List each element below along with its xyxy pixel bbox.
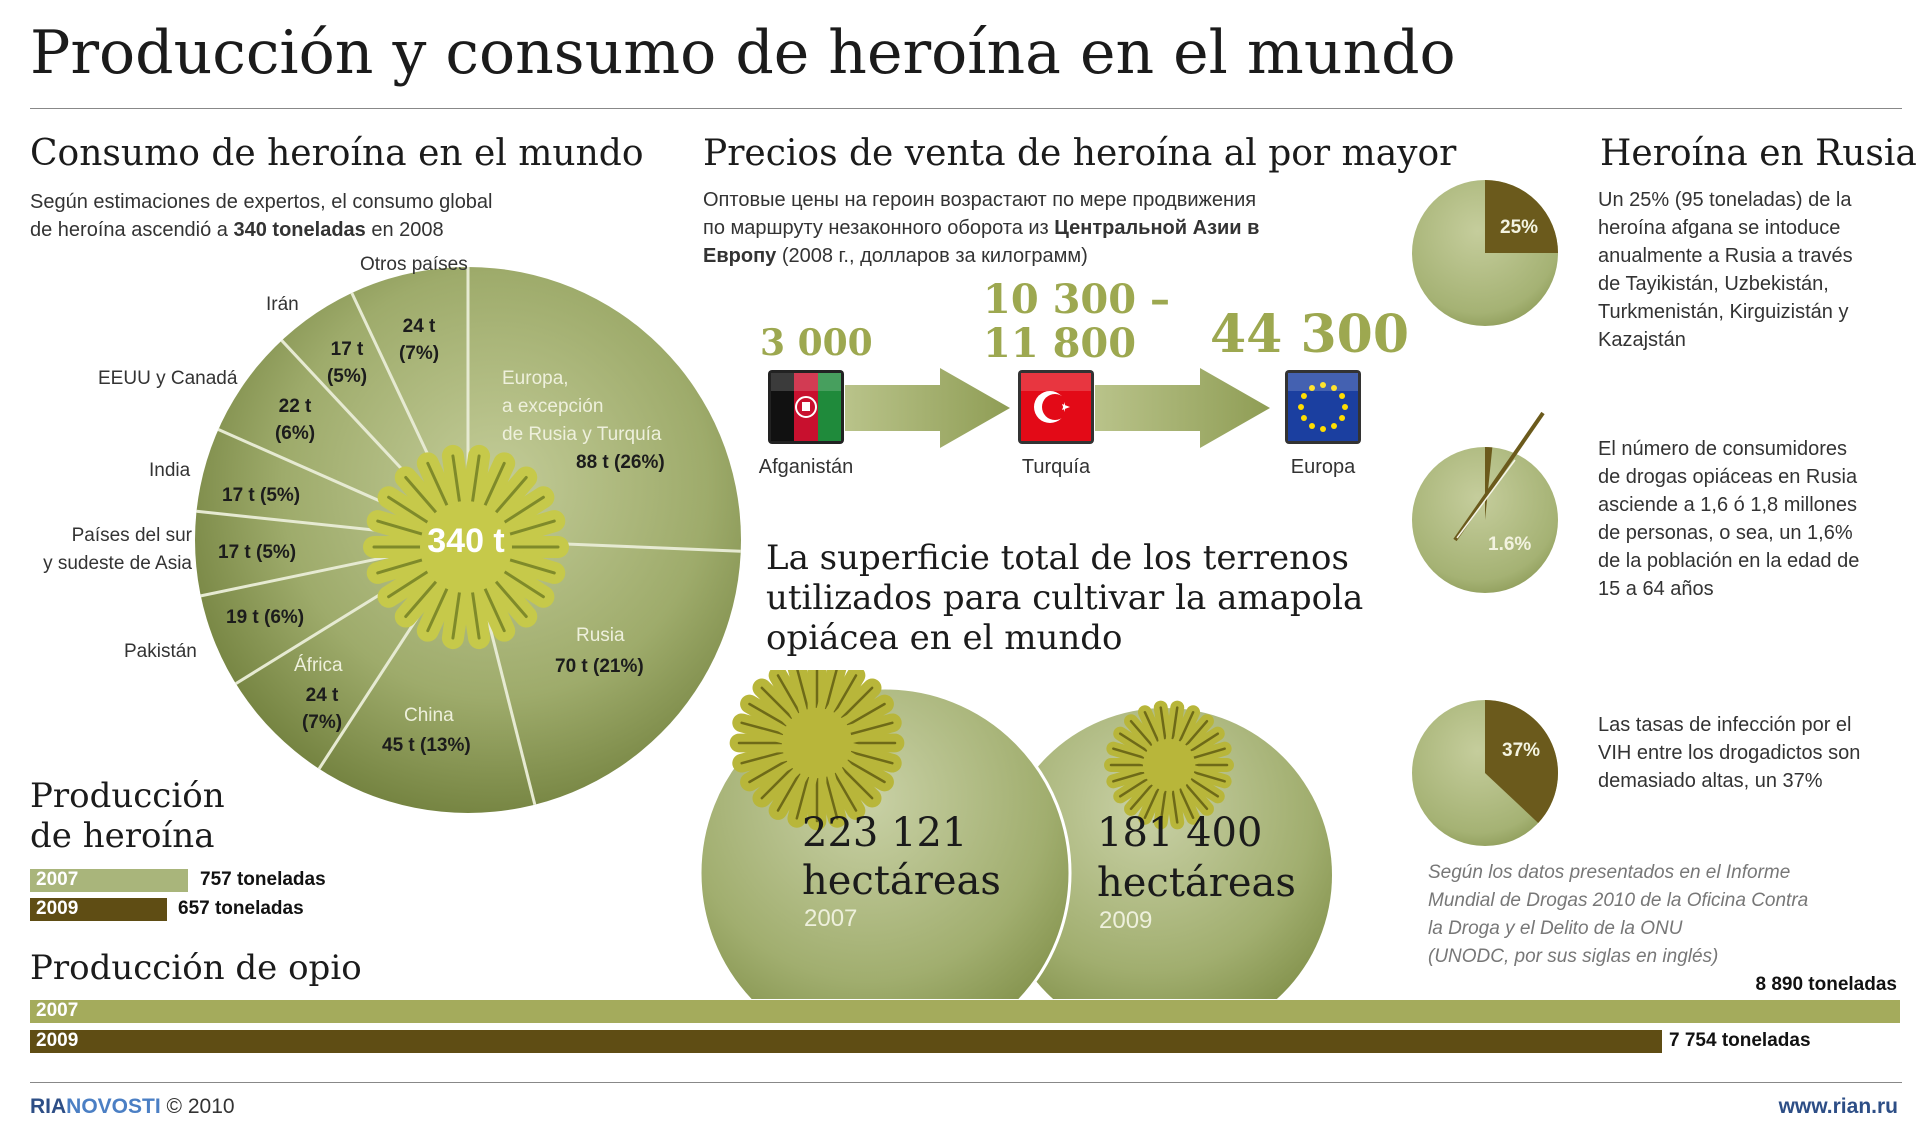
opio-bar-2009-value: 7 754 toneladas [1669, 1030, 1811, 1051]
value-pakistan: 19 t (6%) [226, 607, 305, 628]
consumo-intro-line-2: de heroína ascendió a 340 toneladas en 2008 [30, 219, 444, 241]
label-china: China [404, 705, 454, 726]
source-note: Según los datos presentados en el Informe Mundial de Drogas 2010 de la Oficina Contra la Droga y el Delito de la ONU (UNODC, por sus siglas en inglés) [1428, 862, 1809, 967]
mini-pie-1-label: 1.6% [1488, 534, 1532, 555]
page-title: Producción y consumo de heroína en el mundo [30, 18, 1456, 88]
mini-pie-0-label: 25% [1500, 217, 1539, 238]
superficie-2007-unit: hectáreas [802, 858, 1001, 904]
center-total-label: 340 t [427, 522, 505, 560]
label-africa: África [294, 655, 343, 676]
eu-star-icon [1331, 423, 1337, 429]
rusia-text-1: El número de consumidores de drogas opiáceas en Rusia asciende a 1,6 ó 1,8 millones de personas, o sea, un 1,6% de la población en la edad de 15 a 64 años [1598, 438, 1860, 600]
afghanistan-flag-icon [768, 370, 844, 444]
rian-url-link[interactable]: www.rian.ru [1778, 1095, 1898, 1118]
eu-star-icon [1301, 393, 1307, 399]
route-arrow-1 [845, 368, 1010, 448]
opio-bar-2009: 2009 [30, 1030, 1662, 1053]
footer-divider [30, 1082, 1902, 1083]
country-turquia: Turquía [1021, 456, 1091, 478]
label-asia: Países del sur y sudeste de Asia [43, 525, 192, 574]
opio-bar-2007: 2007 [30, 1000, 1900, 1023]
rusia-pies [1410, 170, 1590, 860]
produccion-heroina-heading: Producción de heroína [30, 776, 225, 856]
value-iran: 17 t (5%) [326, 339, 368, 387]
heroina-bar-2009-value: 657 toneladas [178, 898, 304, 919]
superficie-2007-value: 223 121 [802, 810, 968, 856]
label-rusia: Rusia [576, 625, 625, 646]
eu-star-icon [1342, 404, 1348, 410]
superficie-2009-value: 181 400 [1097, 810, 1263, 856]
precios-intro: Оптовые цены на героин возрастают по мере продвижения по маршруту незаконного оборота из Центральной Азии в Европу (2008 г., долларов за килограмм) [703, 189, 1260, 267]
value-otros: 24 t (7%) [398, 316, 440, 364]
rusia-text-2: Las tasas de infección por el VIH entre los drogadictos son demasiado altas, un 37% [1598, 714, 1861, 792]
mini-pie-25-percent [1412, 180, 1558, 326]
value-eeuu: 22 t (6%) [274, 396, 316, 444]
eu-star-icon [1298, 404, 1304, 410]
eu-star-icon [1320, 426, 1326, 432]
value-india: 17 t (5%) [222, 485, 301, 506]
mini-pie-37-percent [1412, 700, 1558, 846]
turkey-flag-icon [1018, 370, 1094, 444]
price-afganistan: 3 000 [760, 322, 873, 364]
value-africa: 24 t (7%) [301, 685, 343, 733]
label-europa: Europa, a excepción de Rusia y Turquía [502, 368, 662, 445]
superficie-2009-year: 2009 [1099, 907, 1153, 934]
country-europa: Europa [1290, 456, 1356, 478]
heroina-bar-2009: 2009 [30, 898, 167, 921]
mini-pie-1-6-percent [1412, 413, 1558, 593]
country-afganistan: Afganistán [758, 456, 854, 478]
superficie-2007-year: 2007 [804, 905, 858, 932]
poppy-flower-2009-icon [1111, 708, 1227, 823]
eu-flag-icon [1285, 370, 1361, 444]
value-rusia: 70 t (21%) [555, 656, 644, 677]
value-europa: 88 t (26%) [576, 452, 665, 473]
produccion-opio-heading: Producción de opio [30, 948, 362, 988]
poppy-flower-2007-icon [739, 670, 895, 821]
poppy-core [782, 708, 852, 778]
price-europa: 44 300 [1210, 304, 1410, 365]
eu-star-icon [1301, 415, 1307, 421]
value-china: 45 t (13%) [382, 735, 471, 756]
rianovosti-logo: RIANOVOSTI © 2010 [30, 1095, 235, 1118]
label-otros: Otros países [360, 254, 468, 275]
precios-heading: Precios de venta de heroína al por mayor [703, 133, 1457, 174]
poppy-core [1143, 739, 1195, 791]
rusia-heading: Heroína en Rusia [1600, 133, 1917, 174]
consumo-intro-line-1: Según estimaciones de expertos, el consumo global [30, 191, 493, 213]
superficie-heading: La superficie total de los terrenos utilizados para cultivar la amapola opiácea en el mundo [766, 538, 1364, 658]
label-eeuu: EEUU y Canadá [98, 368, 238, 389]
superficie-2009-unit: hectáreas [1097, 860, 1296, 906]
value-asia: 17 t (5%) [218, 542, 297, 563]
heroina-bar-2007: 2007 [30, 869, 188, 892]
consumo-heading: Consumo de heroína en el mundo [30, 133, 644, 174]
eu-star-icon [1339, 393, 1345, 399]
heroina-bar-2007-value: 757 toneladas [200, 869, 326, 890]
rusia-text-0: Un 25% (95 toneladas) de la heroína afgana se intoduce anualmente a Rusia a través de Tayikistán, Uzbekistán, Turkmenistán, Kirguizistán y Kazajstán [1598, 189, 1853, 351]
label-india: India [149, 460, 191, 481]
label-pakistan: Pakistán [124, 641, 197, 662]
eu-star-icon [1309, 423, 1315, 429]
route-arrow-2 [1095, 368, 1270, 448]
consumo-total-bold: 340 toneladas [233, 219, 366, 241]
opio-bar-2007-value: 8 890 toneladas [1755, 974, 1897, 995]
eu-star-icon [1339, 415, 1345, 421]
price-turquia: 10 300 – 11 800 [983, 276, 1171, 367]
mini-pie-2-label: 37% [1502, 740, 1541, 761]
label-iran: Irán [266, 294, 299, 315]
